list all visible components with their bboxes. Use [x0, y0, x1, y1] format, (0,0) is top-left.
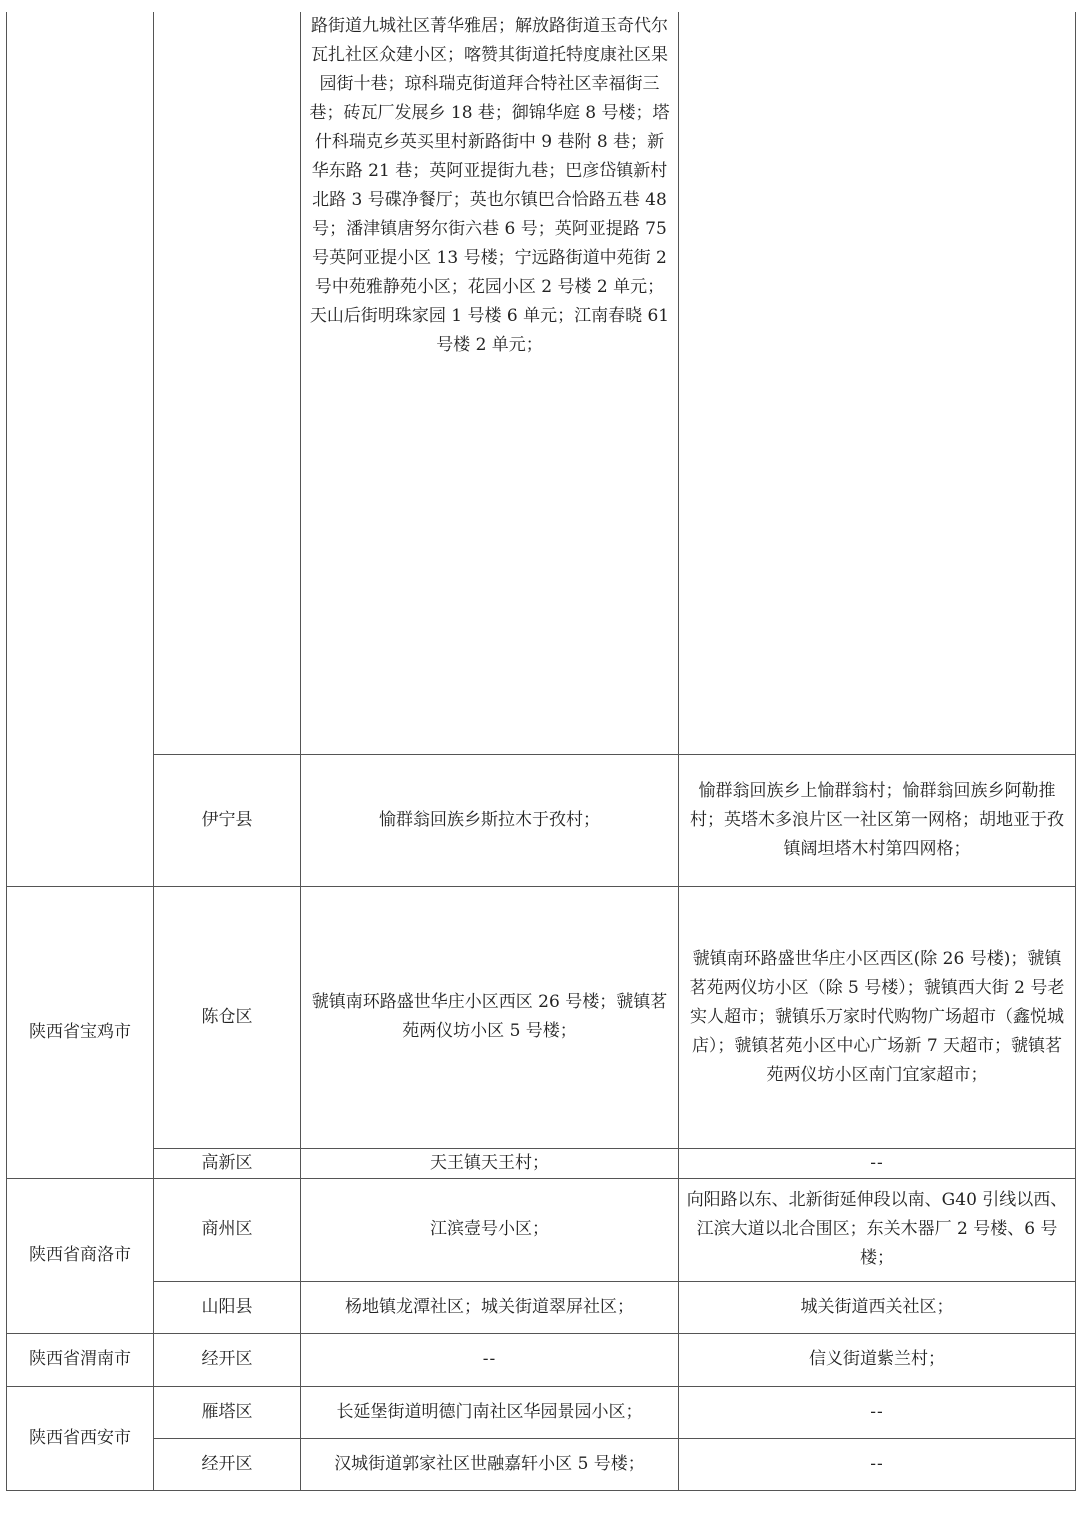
table-row [7, 1148, 1076, 1178]
county-cell: 雁塔区 [154, 1386, 301, 1438]
mid-risk-cell [679, 12, 1076, 754]
high-risk-cell: 虢镇南环路盛世华庄小区西区 26 号楼；虢镇茗苑两仪坊小区 5 号楼； [301, 886, 679, 1148]
city-cell: 陕西省渭南市 [7, 1333, 154, 1386]
mid-risk-cell: -- [679, 1386, 1076, 1438]
mid-risk-cell: -- [679, 1148, 1076, 1178]
city-cell [7, 12, 154, 886]
county-cell: 商州区 [154, 1178, 301, 1281]
table-row [7, 1281, 1076, 1333]
high-risk-cell: 长延堡街道明德门南社区华园景园小区； [301, 1386, 679, 1438]
mid-risk-cell: 向阳路以东、北新街延伸段以南、G40 引线以西、江滨大道以北合围区；东关木器厂 2 号楼、6 号楼； [679, 1178, 1076, 1281]
county-cell: 山阳县 [154, 1281, 301, 1333]
high-risk-cell: 愉群翁回族乡斯拉木于孜村； [301, 754, 679, 886]
county-cell [154, 12, 301, 754]
high-risk-cell: 杨地镇龙潭社区；城关街道翠屏社区； [301, 1281, 679, 1333]
mid-risk-cell: 愉群翁回族乡上愉群翁村；愉群翁回族乡阿勒推村；英塔木多浪片区一社区第一网格；胡地亚于孜镇阔坦塔木村第四网格； [679, 754, 1076, 886]
high-risk-cell: 路街道九城社区菁华雅居；解放路街道玉奇代尔瓦扎社区众建小区；喀赞其街道托特度康社区果园街十巷；琼科瑞克街道拜合特社区幸福街三巷；砖瓦厂发展乡 18 巷；御锦华庭 8 号楼；塔什科瑞克乡英买里村新路街中 9 巷附 8 巷；新华东路 21 巷；英阿亚提街九巷；巴彦岱镇新村北路 3 号碟净餐厅；英也尔镇巴合恰路五巷 48 号；潘津镇唐努尔街六巷 6 号；英阿亚提路 75 号英阿亚提小区 13 号楼；宁远路街道中苑街 2 号中苑雅静苑小区；花园小区 2 号楼 2 单元；天山后街明珠家园 1 号楼 6 单元；江南春晓 61 号楼 2 单元； [301, 12, 679, 754]
table-row [7, 886, 1076, 1148]
table-row [7, 1178, 1076, 1281]
table-row [7, 1386, 1076, 1438]
county-cell: 高新区 [154, 1148, 301, 1178]
county-cell: 伊宁县 [154, 754, 301, 886]
county-cell: 经开区 [154, 1333, 301, 1386]
table-row [7, 754, 1076, 886]
city-cell: 陕西省商洛市 [7, 1178, 154, 1333]
mid-risk-cell: 虢镇南环路盛世华庄小区西区(除 26 号楼)；虢镇茗苑两仪坊小区（除 5 号楼）；虢镇西大街 2 号老实人超市；虢镇乐万家时代购物广场超市（鑫悦城店）；虢镇茗苑小区中心广场新 7 天超市；虢镇茗苑两仪坊小区南门宜家超市； [679, 886, 1076, 1148]
high-risk-cell: -- [301, 1333, 679, 1386]
high-risk-cell: 江滨壹号小区； [301, 1178, 679, 1281]
mid-risk-cell: 城关街道西关社区； [679, 1281, 1076, 1333]
mid-risk-cell: -- [679, 1438, 1076, 1490]
county-cell: 经开区 [154, 1438, 301, 1490]
risk-area-table [6, 12, 1076, 1491]
county-cell: 陈仓区 [154, 886, 301, 1148]
mid-risk-cell: 信义街道紫兰村； [679, 1333, 1076, 1386]
city-cell: 陕西省西安市 [7, 1386, 154, 1490]
city-cell: 陕西省宝鸡市 [7, 886, 154, 1178]
table-row [7, 12, 1076, 754]
table-row [7, 1438, 1076, 1490]
high-risk-cell: 汉城街道郭家社区世融嘉轩小区 5 号楼； [301, 1438, 679, 1490]
table-row [7, 1333, 1076, 1386]
high-risk-cell: 天王镇天王村； [301, 1148, 679, 1178]
